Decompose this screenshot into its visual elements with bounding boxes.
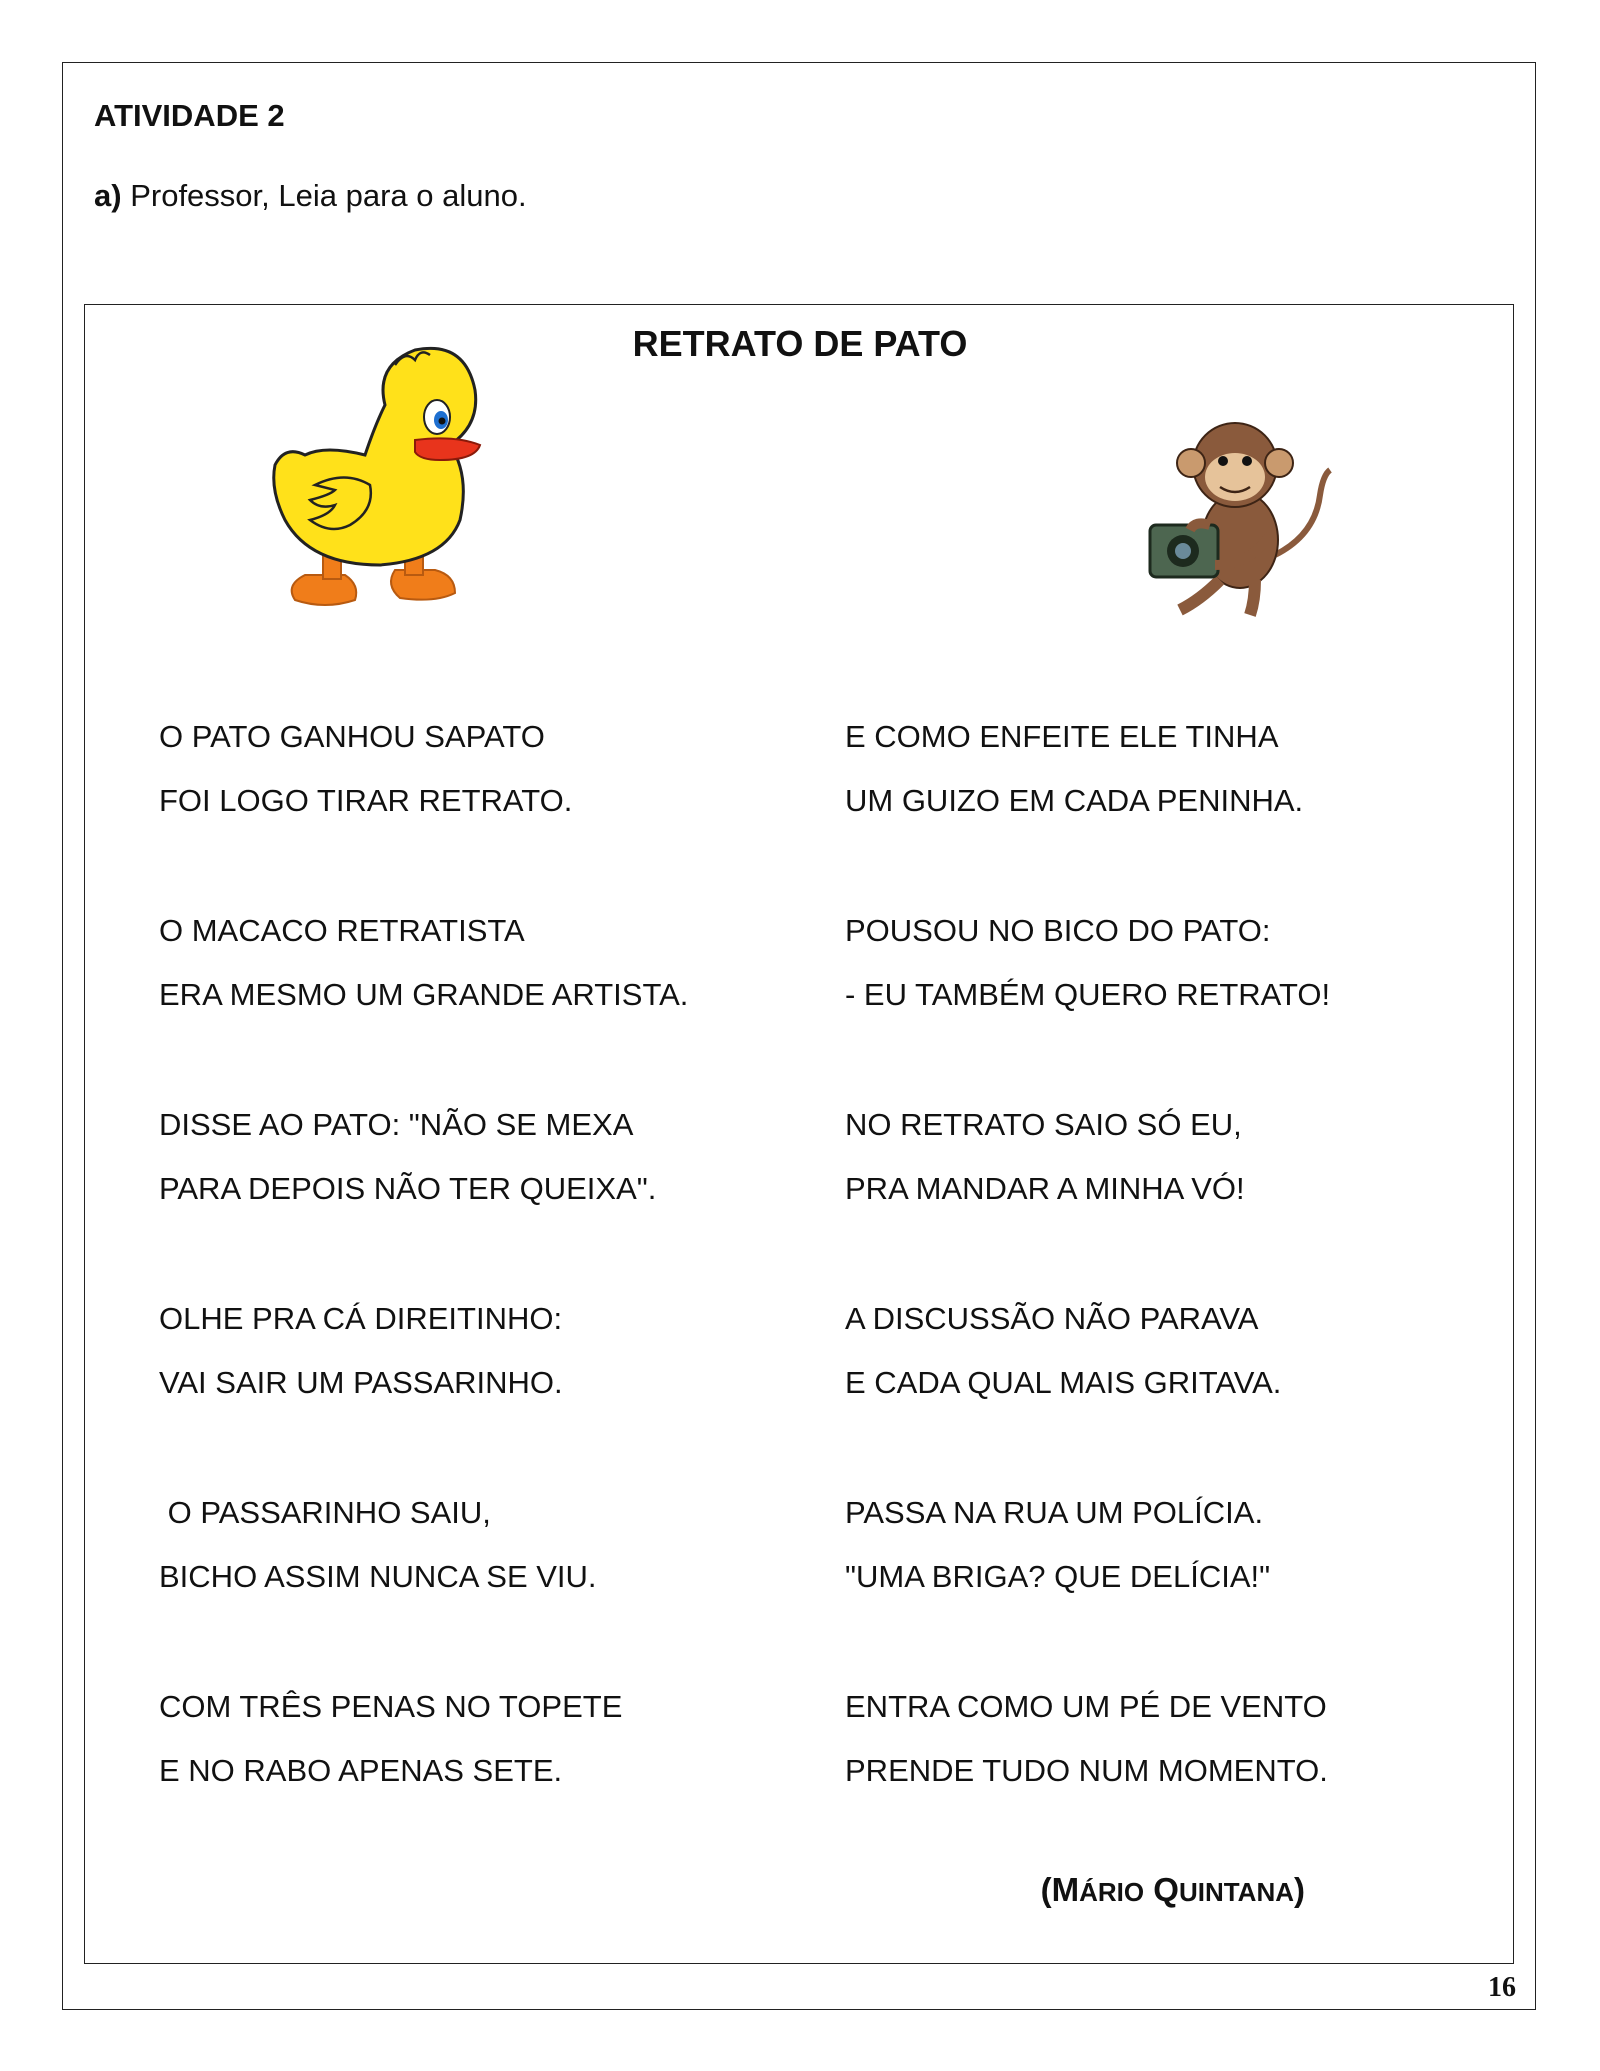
- verse-line: E NO RABO APENAS SETE.: [159, 1753, 563, 1788]
- verse-line: FOI LOGO TIRAR RETRATO.: [159, 783, 573, 818]
- poem-box: [84, 304, 1514, 1964]
- stanza: [159, 1481, 779, 1609]
- verse-line: BICHO ASSIM NUNCA SE VIU.: [159, 1559, 597, 1594]
- verse-line: "UMA BRIGA? QUE DELÍCIA!": [845, 1559, 1271, 1594]
- verse-line: - EU TAMBÉM QUERO RETRATO!: [845, 977, 1331, 1012]
- verse-line: O PASSARINHO SAIU,: [159, 1495, 491, 1530]
- verse-line: COM TRÊS PENAS NO TOPETE: [159, 1689, 623, 1724]
- verse-line: E COMO ENFEITE ELE TINHA: [845, 719, 1279, 754]
- stanza: [159, 1287, 779, 1415]
- verse-line: PARA DEPOIS NÃO TER QUEIXA".: [159, 1171, 657, 1206]
- activity-title: ATIVIDADE 2: [94, 98, 285, 133]
- stanza: [845, 1093, 1465, 1221]
- instruction-text: Professor, Leia para o aluno.: [130, 178, 527, 213]
- item-letter: a): [94, 178, 122, 213]
- stanza: [845, 1287, 1465, 1415]
- verse-line: O PATO GANHOU SAPATO: [159, 719, 545, 754]
- verse-line: DISSE AO PATO: "NÃO SE MEXA: [159, 1107, 634, 1142]
- stanza: [159, 1675, 779, 1803]
- verse-line: POUSOU NO BICO DO PATO:: [845, 913, 1271, 948]
- page-number: 16: [1488, 1972, 1516, 2003]
- stanza: [845, 705, 1465, 833]
- stanza: [159, 705, 779, 833]
- stanza: [845, 899, 1465, 1027]
- stanza: [845, 1675, 1465, 1803]
- verse-line: UM GUIZO EM CADA PENINHA.: [845, 783, 1304, 818]
- verse-line: ENTRA COMO UM PÉ DE VENTO: [845, 1689, 1327, 1724]
- poem-left-column: [159, 705, 779, 1869]
- poem-author: (MÁRIO QUINTANA): [1040, 1871, 1305, 1908]
- verse-line: PRENDE TUDO NUM MOMENTO.: [845, 1753, 1328, 1788]
- stanza: [159, 1093, 779, 1221]
- verse-line: OLHE PRA CÁ DIREITINHO:: [159, 1301, 563, 1336]
- duck-illustration: [245, 345, 525, 625]
- verse-line: A DISCUSSÃO NÃO PARAVA: [845, 1301, 1259, 1336]
- verse-line: NO RETRATO SAIO SÓ EU,: [845, 1107, 1242, 1142]
- instruction-line: [94, 178, 527, 214]
- monkey-photographer-illustration: [1105, 405, 1335, 625]
- stanza: [845, 1481, 1465, 1609]
- poem-title: RETRATO DE PATO: [632, 323, 968, 364]
- verse-line: PASSA NA RUA UM POLÍCIA.: [845, 1495, 1264, 1530]
- verse-line: E CADA QUAL MAIS GRITAVA.: [845, 1365, 1282, 1400]
- verse-line: O MACACO RETRATISTA: [159, 913, 525, 948]
- poem-right-column: [845, 705, 1465, 1869]
- verse-line: ERA MESMO UM GRANDE ARTISTA.: [159, 977, 689, 1012]
- verse-line: PRA MANDAR A MINHA VÓ!: [845, 1171, 1245, 1206]
- stanza: [159, 899, 779, 1027]
- verse-line: VAI SAIR UM PASSARINHO.: [159, 1365, 563, 1400]
